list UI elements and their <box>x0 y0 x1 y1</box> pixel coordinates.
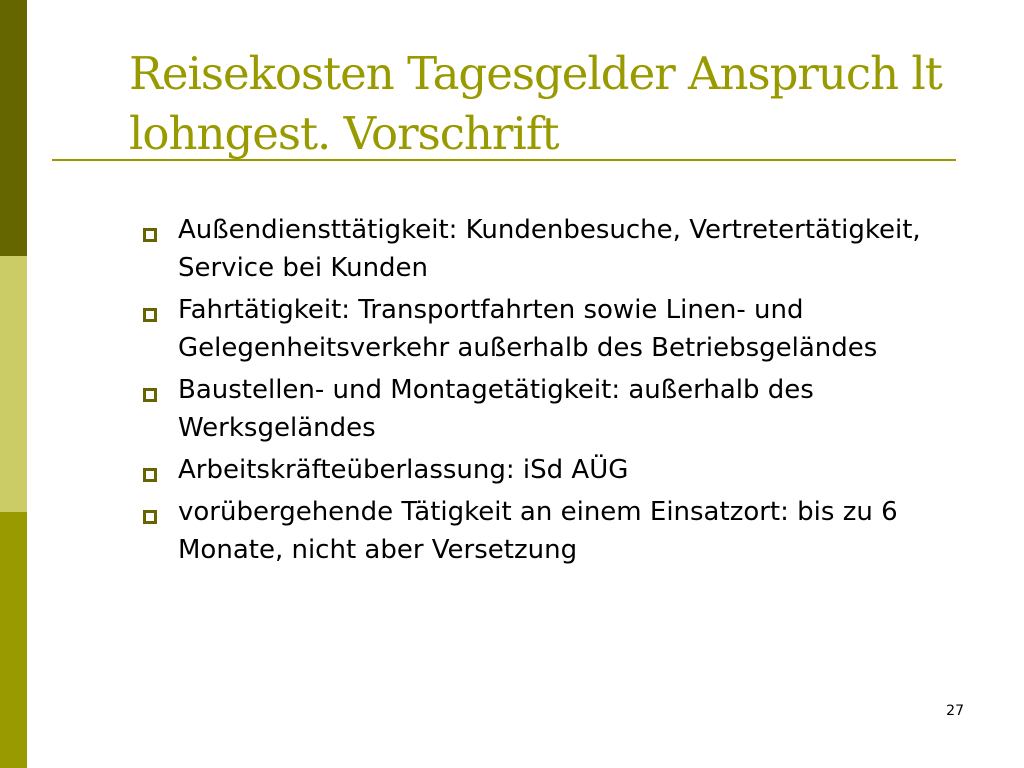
bullet-text: Fahrtätigkeit: Transportfahrten sowie Linen- und Gelegenheitsverkehr außerhalb des Betriebsgeländes <box>178 295 878 363</box>
bullet-text: Baustellen- und Montagetätigkeit: außerhalb des Werksgeländes <box>178 375 814 443</box>
sidebar-stripe-top <box>0 0 27 256</box>
bullet-item <box>138 451 998 489</box>
sidebar-stripe-bottom <box>0 512 27 768</box>
hollow-square-icon <box>143 468 157 482</box>
hollow-square-icon <box>143 228 157 242</box>
bullet-list <box>138 211 998 573</box>
hollow-square-icon <box>143 308 157 322</box>
bullet-item <box>138 211 998 287</box>
bullet-item <box>138 371 998 447</box>
page-number: 27 <box>946 703 964 719</box>
bullet-text: vorübergehende Tätigkeit an einem Einsatzort: bis zu 6 Monate, nicht aber Versetzung <box>178 497 898 565</box>
bullet-item <box>138 291 998 367</box>
bullet-item <box>138 493 998 569</box>
sidebar-stripe-middle <box>0 256 27 512</box>
bullet-text: Außendiensttätigkeit: Kundenbesuche, Vertretertätigkeit, Service bei Kunden <box>178 215 921 283</box>
title-underline <box>52 159 956 161</box>
bullet-text: Arbeitskräfteüberlassung: iSd AÜG <box>178 455 629 485</box>
slide-title: Reisekosten Tagesgelder Anspruch lt lohngest. Vorschrift <box>129 47 942 160</box>
hollow-square-icon <box>143 388 157 402</box>
hollow-square-icon <box>143 510 157 524</box>
